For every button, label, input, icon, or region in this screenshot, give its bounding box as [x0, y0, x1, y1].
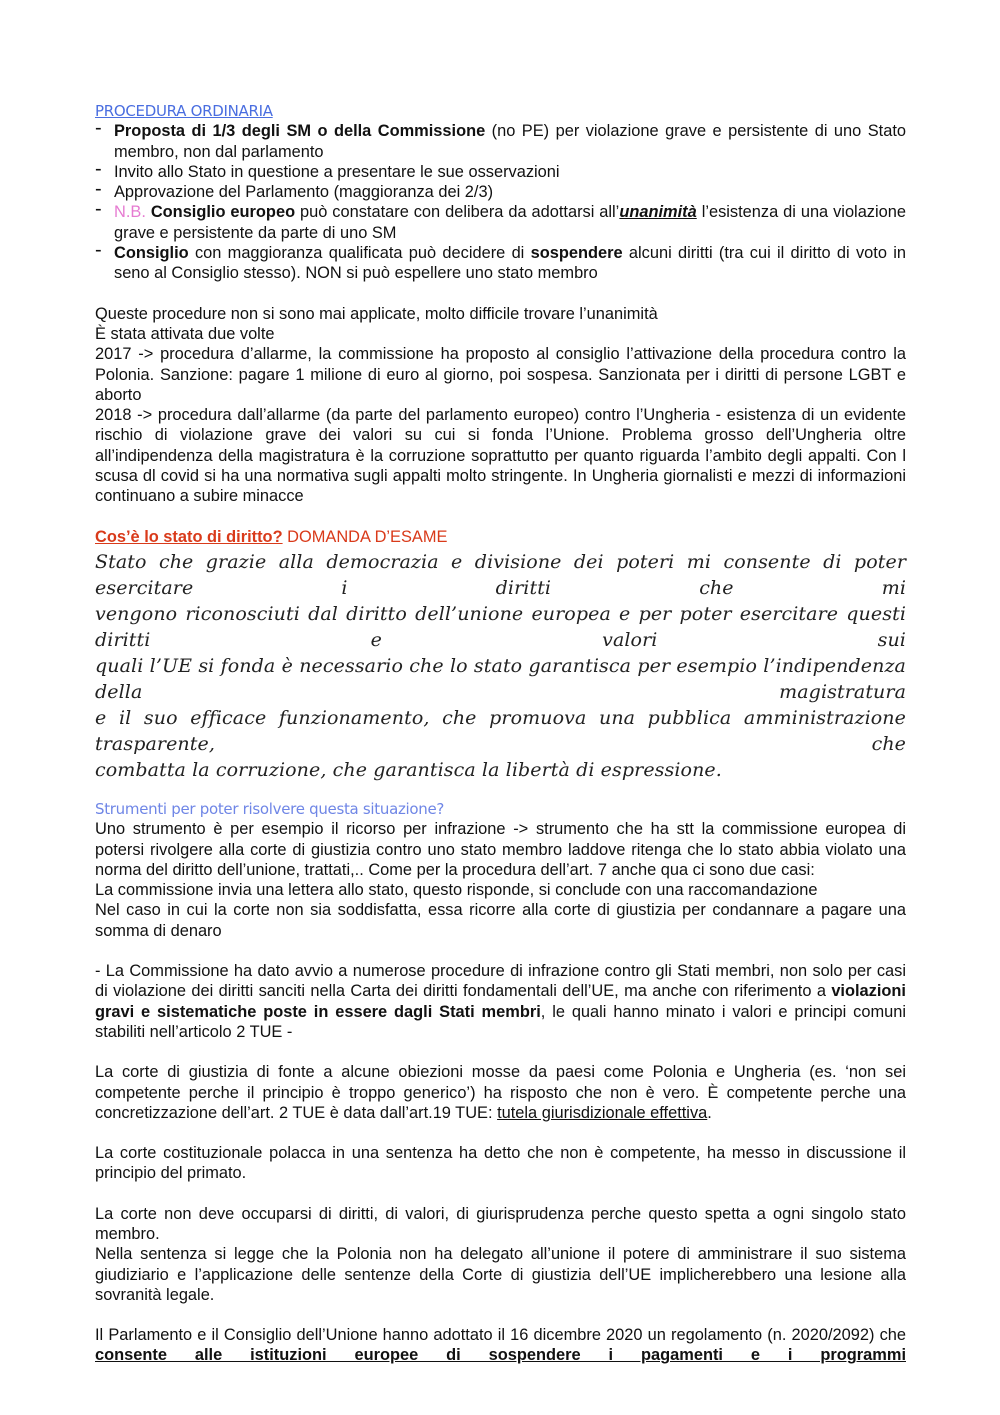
exam-question-heading — [95, 527, 906, 547]
answer-line: vengono riconosciuti dal diritto dell’unione europea e per poter esercitare questi diritti e valori sui — [95, 602, 906, 651]
paragraph: Uno strumento è per esempio il ricorso per infrazione -> strumento che ha stt la commissione europea di potersi rivolgere alla corte di giustizia contro uno stato membro laddove ritenga che lo stato abbia violato una norma del diritto dell’unione, trattati,.. Come per la procedura dell’art. 7 anche qua ci sono due casi: — [95, 820, 906, 879]
section-title-procedura-ordinaria: PROCEDURA ORDINARIA — [95, 102, 273, 120]
bold-text: violazioni gravi e sistematiche poste in essere dagli Stati membri — [95, 982, 906, 1021]
procedure-steps-list — [95, 121, 906, 283]
list-item — [95, 202, 906, 243]
bold-text: Consiglio europeo — [150, 203, 296, 222]
answer-line: Stato che grazie alla democrazia e divisione dei poteri mi consente di poter esercitare i diritti che mi — [95, 550, 906, 599]
question-text: Cos’è lo stato di diritto? — [95, 527, 283, 546]
bold-text: Consiglio — [114, 244, 189, 263]
paragraph-infrazione — [95, 961, 906, 1042]
underlined-text: tutela giurisdizionale effettiva — [497, 1103, 708, 1122]
paragraph: Queste procedure non si sono mai applicate, molto difficile trovare l’unanimità — [95, 304, 658, 323]
paragraph: La corte non deve occuparsi di diritti, di valori, di giurisprudenza perche questo spetta a ogni singolo stato membro. — [95, 1204, 906, 1243]
answer-line: quali l’UE si fonda è necessario che lo stato garantisca per esempio l’indipendenza della magistratura — [95, 654, 906, 703]
text: può constatare con delibera da adottarsi all’ — [295, 203, 620, 222]
paragraph-regolamento — [95, 1325, 906, 1366]
bold-underlined-text: consente alle istituzioni europee di sospendere i pagamenti e i programmi — [95, 1346, 906, 1365]
paragraph: È stata attivata due volte — [95, 324, 275, 343]
paragraph-2017: 2017 -> procedura d’allarme, la commissione ha proposto al consiglio l’attivazione della procedura contro la Polonia. Sanzione: pagare 1 milione di euro al giorno, poi sospesa. Sanzionata per i diritti di persone LGBT e aborto — [95, 345, 906, 404]
list-item — [95, 182, 906, 202]
handwritten-answer — [95, 549, 906, 783]
text: Approvazione del Parlamento (maggioranza dei 2/3) — [114, 183, 494, 202]
text: alcuni diritti (tra cui il diritto di voto in seno al Consiglio stesso). NON si può espellere uno stato membro — [114, 244, 906, 283]
text: La corte di giustizia di fonte a alcune obiezioni mosse da paesi come Polonia e Ungheria (es. ‘non sei competente perche il principio è troppo generico’) ha risposto che non è vero. È competente perche una concretizzazione dell’art. 2 TUE è data dall’art.19 TUE: — [95, 1063, 906, 1122]
paragraph: Nella sentenza si legge che la Polonia non ha delegato all’unione il potere di amministrare il suo sistema giudiziario e l’applicazione delle sentenze della Corte di giustizia dell’UE implicherebbero una lesione alla sovranità legale. — [95, 1245, 906, 1304]
section-title-strumenti: Strumenti per poter risolvere questa situazione? — [95, 799, 445, 818]
text: con maggioranza qualificata può decidere di — [188, 244, 531, 263]
text: Invito allo Stato in questione a presentare le sue osservazioni — [114, 162, 560, 181]
nb-label: N.B. — [114, 203, 146, 222]
text: , le quali hanno minato i valori e principi comuni stabiliti nell’articolo 2 TUE - — [95, 1002, 906, 1041]
paragraph-2018: 2018 -> procedura dall’allarme (da parte del parlamento europeo) contro l’Ungheria - esistenza di un evidente rischio di violazione grave dei valori su cui si fonda l’Unione. Problema grosso dell’Ungheria oltre all’indipendenza della magistratura è la corruzione soprattutto per quanto riguarda l’ambito degli appalti. Con l scusa dl covid si ha una normativa sugli appalti molto stringente. In Ungheria giornalisti e mezzi di informazioni continuano a subire minacce — [95, 406, 906, 506]
bold-italic-underlined-text: unanimità — [619, 203, 697, 222]
exam-tag: DOMANDA D’ESAME — [282, 527, 448, 546]
paragraph: Nel caso in cui la corte non sia soddisfatta, essa ricorre alla corte di giustizia per condannare a pagare una somma di denaro — [95, 901, 906, 940]
list-item — [95, 121, 906, 162]
text: - La Commissione ha dato avvio a numerose procedure di infrazione contro gli Stati membri, non solo per casi di violazione dei diritti sanciti nella Carta dei diritti fondamentali dell’UE, ma anche con riferimento a — [95, 962, 906, 1001]
text: l’esistenza di una violazione grave e persistente da parte di uno SM — [114, 203, 906, 242]
text: (no PE) per violazione grave e persistente di uno Stato membro, non dal parlamento — [114, 122, 906, 161]
answer-line: e il suo efficace funzionamento, che promuova una pubblica amministrazione trasparente, che — [95, 706, 906, 755]
paragraph-corte-giustizia — [95, 1062, 906, 1123]
bold-text: sospendere — [530, 244, 623, 263]
paragraph: La commissione invia una lettera allo stato, questo risponde, si conclude con una raccomandazione — [95, 881, 818, 900]
bold-text: Proposta di 1/3 degli SM o della Commissione — [114, 122, 486, 141]
text: Il Parlamento e il Consiglio dell’Unione hanno adottato il 16 dicembre 2020 un regolamento (n. 2020/2092) che — [95, 1326, 906, 1345]
text: . — [707, 1103, 712, 1122]
document-page — [95, 101, 906, 1366]
list-item — [95, 243, 906, 284]
paragraph: La corte costituzionale polacca in una sentenza ha detto che non è competente, ha messo in discussione il principio del primato. — [95, 1144, 906, 1183]
list-item — [95, 162, 906, 182]
answer-line: combatta la corruzione, che garantisca la libertà di espressione. — [95, 758, 722, 781]
